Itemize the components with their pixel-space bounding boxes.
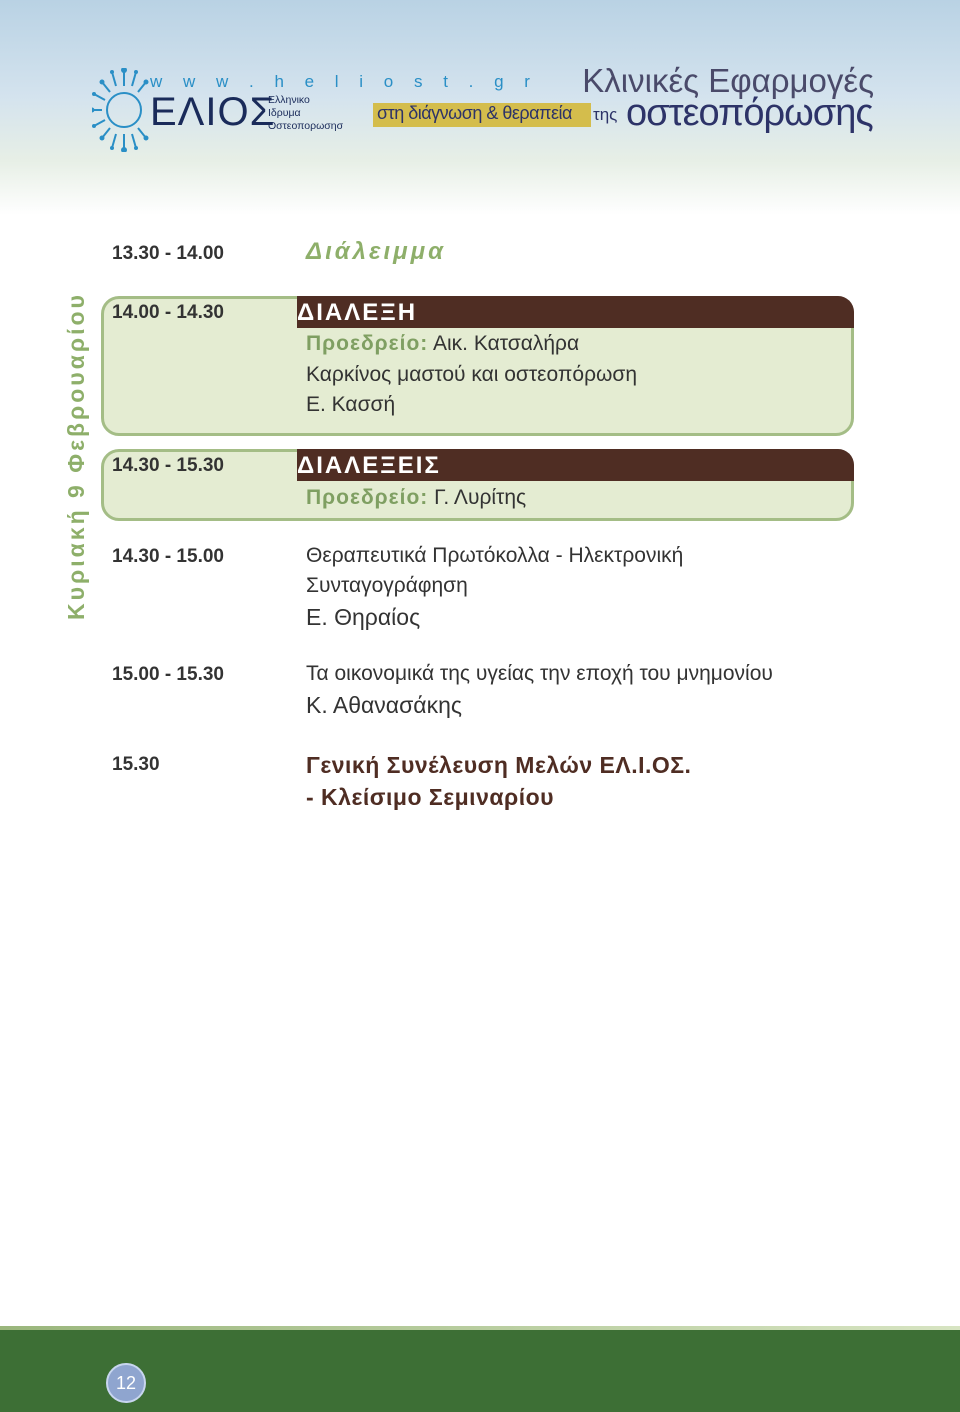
lecture-chair (306, 332, 579, 356)
page-header (0, 0, 960, 215)
break-time: 13.30 - 14.00 (112, 243, 224, 264)
page-footer (0, 1330, 960, 1412)
lectures-chair (306, 486, 526, 510)
lecture-session-bar (297, 296, 854, 328)
talk1-topic-line-2: Συνταγογράφηση (306, 574, 468, 597)
page-number: 12 (106, 1363, 146, 1403)
conference-title-subtitle: στη διάγνωση & θεραπεία (377, 103, 572, 123)
site-url: w w w . h e l i o s t . g r (150, 72, 538, 91)
lectures-session-title: ΔΙΑΛΕΞΕΙΣ (297, 452, 441, 479)
logo-sub-line-2: Ιδρυμα (268, 107, 301, 119)
talk1-speaker: Ε. Θηραίος (306, 604, 421, 630)
closing-line-2: - Κλείσιμο Σεμιναρίου (306, 784, 555, 810)
conference-title-line-2: οστεοπόρωσης (626, 92, 873, 134)
lecture-speaker: Ε. Κασσή (306, 393, 396, 416)
logo-name: ΕΛΙΟΣ (150, 90, 276, 134)
talk2-topic: Τα οικονομικά της υγείας την εποχή του μνημονίου (306, 662, 773, 685)
logo-subtitle (268, 94, 343, 133)
lectures-time: 14.30 - 15.30 (112, 455, 224, 476)
day-label: Κυριακή 9 Φεβρουαρίου (63, 292, 89, 620)
conference-title-article: της (593, 105, 618, 124)
talk2-time: 15.00 - 15.30 (112, 664, 224, 685)
lecture-topic: Καρκίνος μαστού και οστεοπόρωση (306, 363, 638, 386)
talk1-topic-line-1: Θεραπευτικά Πρωτόκολλα - Ηλεκτρονική (306, 544, 684, 567)
break-title: Διάλειμμα (306, 238, 446, 265)
logo-sub-line-3: Οστεοπορωσησ (268, 120, 344, 132)
closing-time: 15.30 (112, 754, 160, 775)
chair-name: Γ. Λυρίτης (434, 486, 527, 509)
lecture-session-title: ΔΙΑΛΕΞΗ (297, 299, 418, 326)
chair-label: Προεδρείο: (306, 332, 429, 355)
lecture-time: 14.00 - 14.30 (112, 302, 224, 323)
logo-sub-line-1: Ελληνικο (268, 94, 310, 106)
chair-name: Αικ. Κατσαλήρα (433, 332, 580, 355)
talk2-speaker: Κ. Αθανασάκης (306, 692, 462, 718)
closing-line-1: Γενική Συνέλευση Μελών ΕΛ.Ι.ΟΣ. (306, 752, 692, 778)
chair-label: Προεδρείο: (306, 486, 429, 509)
conference-title-line-1: Κλινικές Εφαρμογές (582, 62, 874, 99)
lectures-session-bar (297, 449, 854, 481)
talk1-time: 14.30 - 15.00 (112, 546, 224, 567)
